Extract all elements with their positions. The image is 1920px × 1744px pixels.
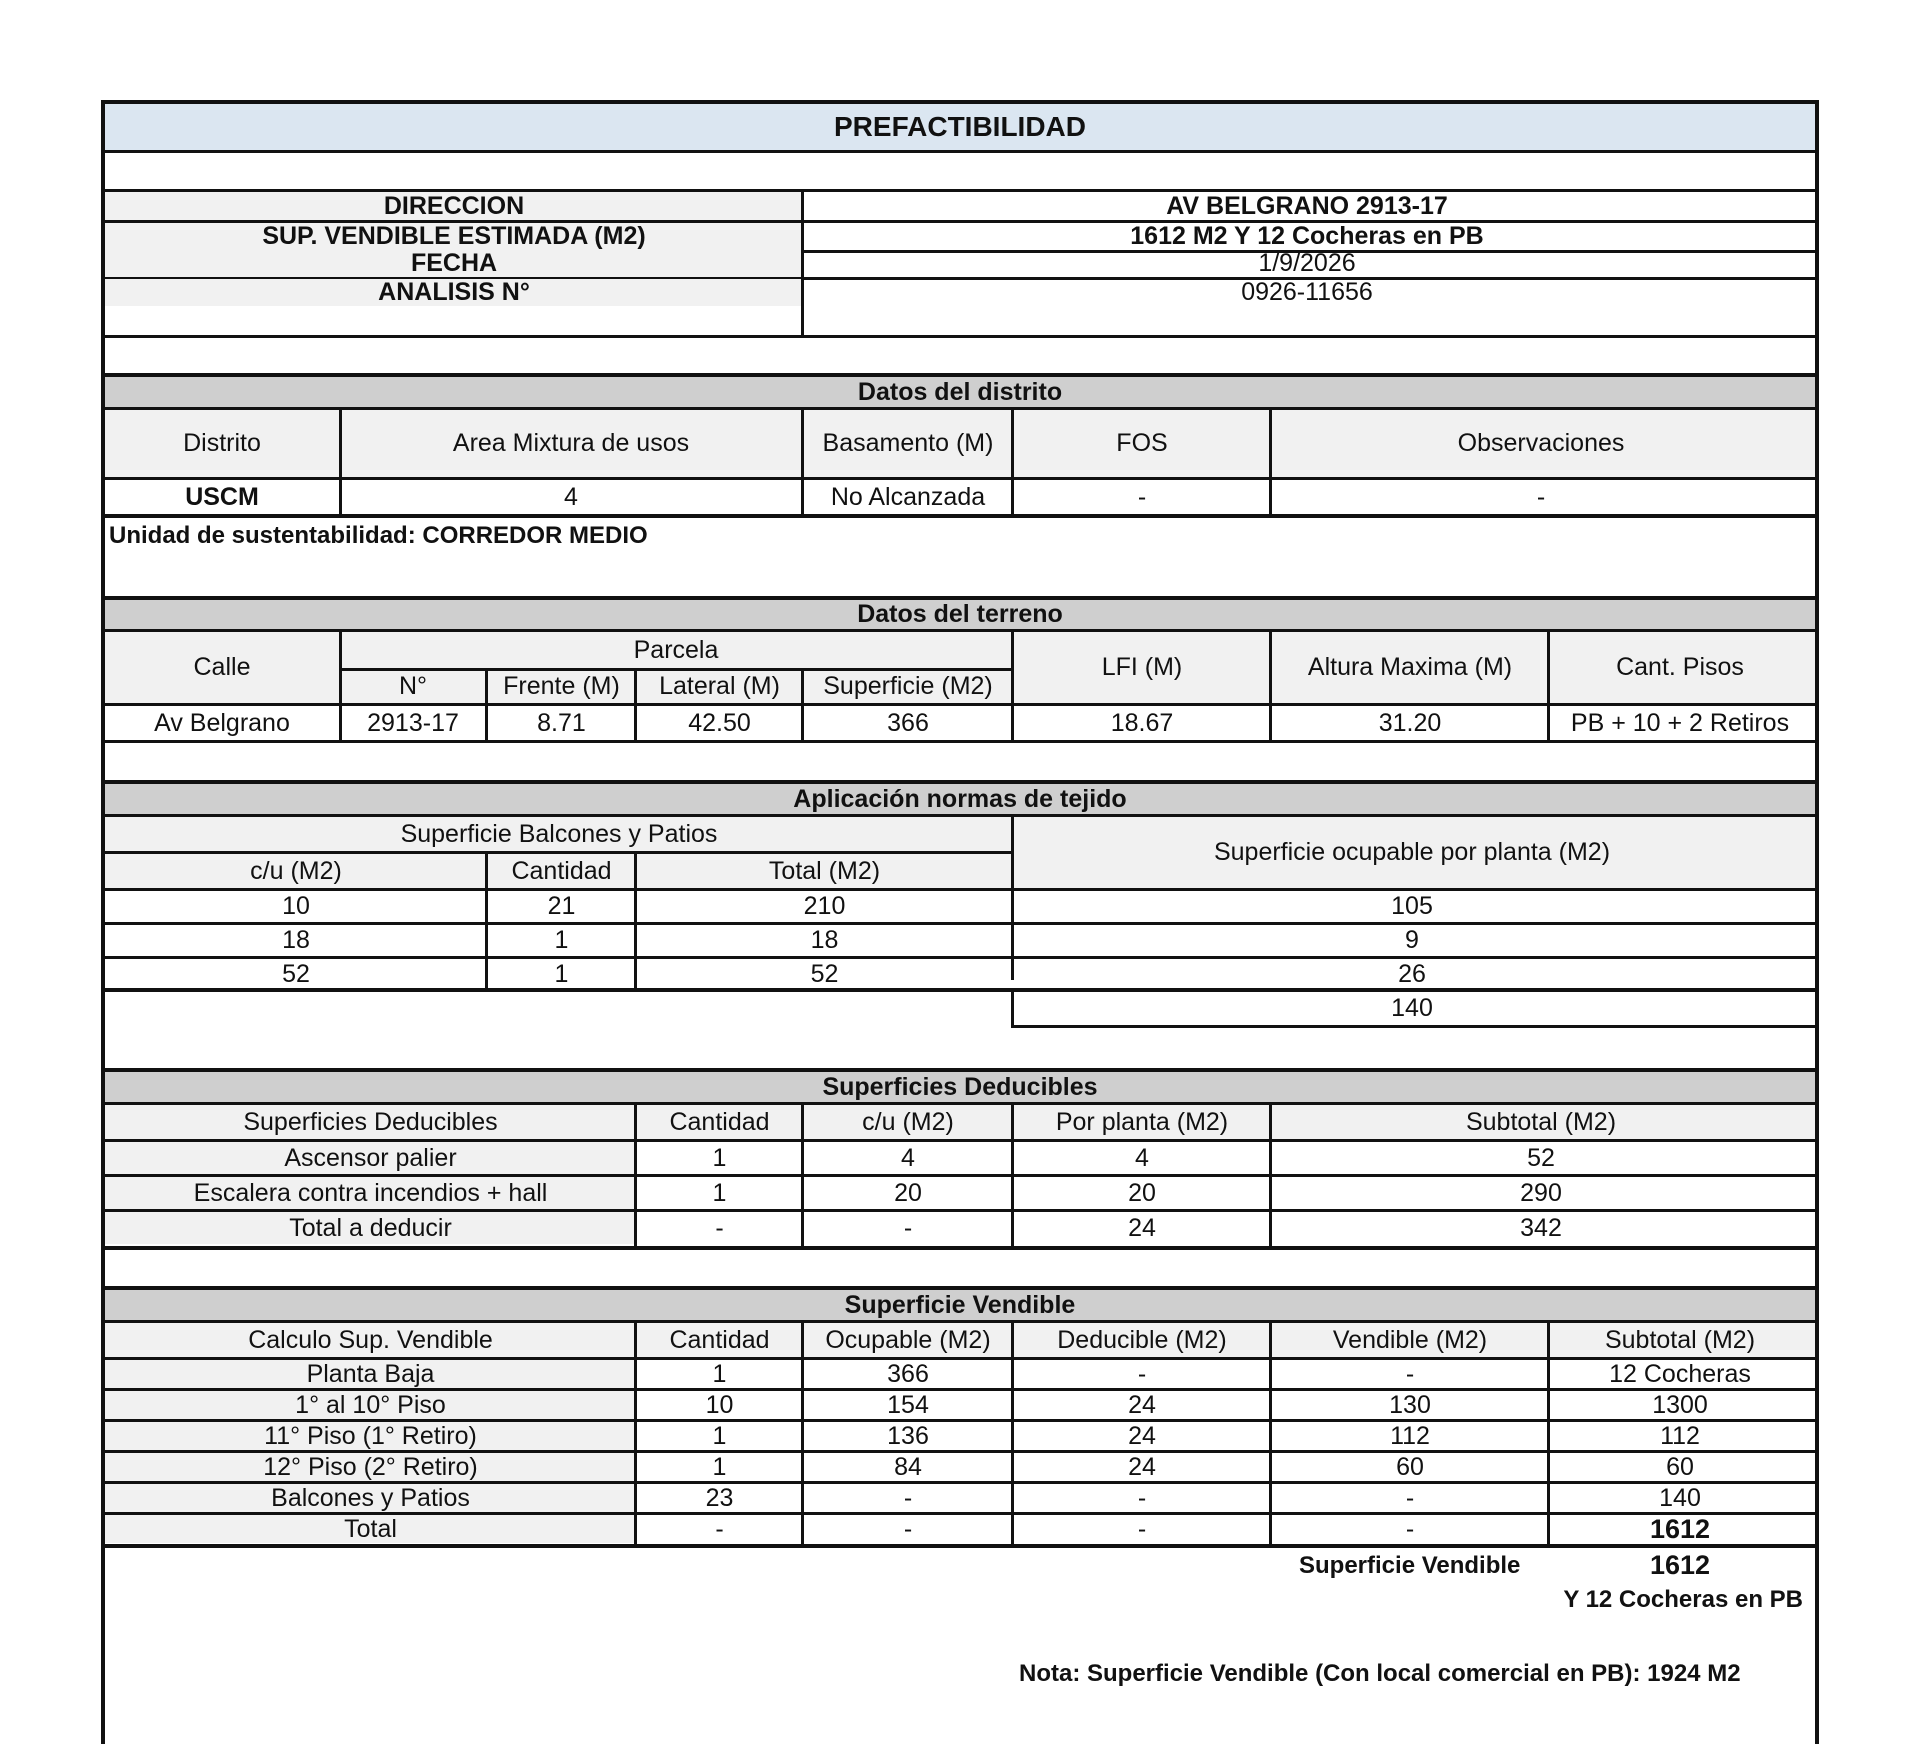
header-info-row bbox=[105, 250, 1815, 277]
vendible-cell: - bbox=[1405, 1514, 1415, 1543]
pisos-header: Cant. Pisos bbox=[1616, 653, 1744, 681]
cu-value: 52 bbox=[282, 959, 310, 988]
deducibles-cell: - bbox=[903, 1213, 913, 1242]
ocupable-header: Superficie ocupable por planta (M2) bbox=[1213, 838, 1611, 866]
vendible-cell: - bbox=[715, 1514, 724, 1543]
vendible-cell: 140 bbox=[1659, 1483, 1701, 1512]
basamento-header: Basamento (M) bbox=[822, 429, 994, 457]
vendible-row bbox=[105, 1453, 1815, 1481]
balcones-header: Superficie Balcones y Patios bbox=[400, 820, 718, 848]
header-info-row bbox=[105, 279, 1815, 306]
summary-label: Superficie Vendible bbox=[1299, 1552, 1521, 1579]
vendible-cell: 130 bbox=[1389, 1390, 1431, 1419]
deducibles-row bbox=[105, 1212, 1815, 1244]
deducibles-cell: 4 bbox=[901, 1143, 915, 1172]
vendible-row bbox=[105, 1360, 1815, 1388]
page-title: PREFACTIBILIDAD bbox=[834, 111, 1086, 142]
fos-value: - bbox=[1137, 482, 1147, 511]
tejido-section-header: Aplicación normas de tejido bbox=[105, 784, 1815, 814]
vendible-cell: 1° al 10° Piso bbox=[105, 1391, 636, 1419]
vendible-cell: 1 bbox=[712, 1421, 727, 1450]
header-info-row bbox=[105, 223, 1815, 250]
header-label: ANALISIS N° bbox=[105, 279, 803, 306]
vendible-cell: - bbox=[1405, 1483, 1415, 1512]
distrito-section-header: Datos del distrito bbox=[105, 377, 1815, 407]
vendible-cell: - bbox=[903, 1483, 913, 1512]
vendible-cell: 24 bbox=[1128, 1390, 1156, 1419]
vendible-cell: 1 bbox=[712, 1359, 727, 1388]
ocupable-value: 9 bbox=[1405, 925, 1419, 954]
vendible-header-row: Calculo Sup. Vendible Cantidad Ocupable (M2) Deducible (M2) Vendible (M2) Subtotal (M2) bbox=[105, 1323, 1815, 1357]
observaciones-header: Observaciones bbox=[1457, 429, 1625, 457]
deducibles-cell: 4 bbox=[1135, 1143, 1149, 1172]
deducibles-cell: 20 bbox=[894, 1178, 922, 1207]
deducibles-cell: - bbox=[715, 1213, 724, 1242]
cu-value: 10 bbox=[282, 891, 310, 920]
footnote: Nota: Superficie Vendible (Con local comercial en PB): 1924 M2 bbox=[1019, 1660, 1741, 1687]
total-value: 210 bbox=[803, 891, 846, 920]
header-value: 0926-11656 bbox=[1241, 278, 1373, 306]
vendible-cell: 24 bbox=[1128, 1421, 1156, 1450]
total-header: Total (M2) bbox=[768, 856, 881, 885]
tejido-row bbox=[105, 925, 1815, 955]
ocupable-total-row bbox=[105, 991, 1815, 1025]
vendible-row bbox=[105, 1391, 1815, 1419]
lfi-header: LFI (M) bbox=[1101, 653, 1183, 681]
header-label: DIRECCION bbox=[105, 192, 803, 220]
deducibles-cell: 342 bbox=[1520, 1213, 1562, 1242]
vendible-cell: - bbox=[1137, 1514, 1147, 1543]
vendible-cell: 1300 bbox=[1652, 1390, 1708, 1419]
vendible-cell: 84 bbox=[894, 1452, 922, 1481]
vendible-cell: 60 bbox=[1666, 1452, 1694, 1481]
vendible-cell: Balcones y Patios bbox=[105, 1484, 636, 1512]
cantidad-header: Cantidad bbox=[511, 856, 612, 885]
deducibles-cell: Ascensor palier bbox=[105, 1142, 636, 1174]
prefactibilidad-sheet bbox=[101, 100, 1819, 1744]
vendible-cell: 23 bbox=[705, 1483, 734, 1512]
tejido-row bbox=[105, 959, 1815, 989]
terreno-section-header: Datos del terreno bbox=[105, 600, 1815, 629]
calle-header: Calle bbox=[193, 653, 251, 681]
vendible-cell: 154 bbox=[887, 1390, 929, 1419]
distrito-header-row bbox=[105, 410, 1815, 477]
header-value: 1612 M2 Y 12 Cocheras en PB bbox=[1130, 222, 1484, 250]
vendible-cell: 366 bbox=[887, 1359, 929, 1388]
deducibles-section-header: Superficies Deducibles bbox=[105, 1072, 1815, 1102]
distrito-values-row bbox=[105, 480, 1815, 514]
total-value: 52 bbox=[810, 959, 839, 988]
vendible-cell: - bbox=[1405, 1359, 1415, 1388]
vendible-row bbox=[105, 1422, 1815, 1450]
cu-value: 18 bbox=[282, 925, 310, 954]
summary-value: 1612 bbox=[1649, 1550, 1711, 1580]
vendible-row bbox=[105, 1484, 1815, 1512]
observaciones-value: - bbox=[1536, 482, 1546, 511]
fos-header: FOS bbox=[1116, 429, 1168, 457]
distrito-header: Distrito bbox=[183, 429, 261, 457]
cantidad-value: 1 bbox=[554, 925, 569, 954]
cantidad-value: 21 bbox=[547, 891, 576, 920]
header-value: 1/9/2026 bbox=[1258, 249, 1356, 277]
superficie-header: Superficie (M2) bbox=[823, 671, 993, 700]
ocupable-value: 105 bbox=[1391, 891, 1433, 920]
vendible-cell: 12° Piso (2° Retiro) bbox=[105, 1453, 636, 1481]
deducibles-cell: 20 bbox=[1128, 1178, 1156, 1207]
vendible-row bbox=[105, 1515, 1815, 1543]
basamento-value: No Alcanzada bbox=[830, 482, 986, 511]
deducibles-cell: 1 bbox=[712, 1178, 727, 1207]
vendible-cell: 1 bbox=[712, 1452, 727, 1481]
header-label: SUP. VENDIBLE ESTIMADA (M2) bbox=[105, 223, 803, 250]
vendible-cell: 24 bbox=[1128, 1452, 1156, 1481]
vendible-cell: - bbox=[1137, 1483, 1147, 1512]
deducibles-cell: 1 bbox=[712, 1143, 727, 1172]
terreno-values-row: Av Belgrano 2913-17 8.71 42.50 366 18.67 31.20 PB + 10 + 2 Retiros bbox=[154, 708, 1790, 737]
deducibles-cell: 52 bbox=[1527, 1143, 1555, 1172]
ocupable-value: 26 bbox=[1398, 959, 1426, 988]
header-info-row bbox=[105, 192, 1815, 220]
total-value: 18 bbox=[810, 925, 839, 954]
vendible-cell: 10 bbox=[705, 1390, 734, 1419]
vendible-cell: Total bbox=[105, 1515, 636, 1543]
deducibles-cell: 24 bbox=[1128, 1213, 1156, 1242]
deducibles-cell: Total a deducir bbox=[105, 1212, 636, 1244]
mixtura-header: Area Mixtura de usos bbox=[452, 429, 690, 457]
vendible-cell: Planta Baja bbox=[105, 1360, 636, 1388]
vendible-cell: 112 bbox=[1660, 1421, 1700, 1450]
header-label: FECHA bbox=[105, 250, 803, 277]
altura-header: Altura Maxima (M) bbox=[1307, 653, 1513, 681]
tejido-row bbox=[105, 891, 1815, 921]
deducibles-cell: Escalera contra incendios + hall bbox=[105, 1177, 636, 1209]
parcela-header: Parcela bbox=[633, 636, 719, 664]
numero-header: N° bbox=[398, 671, 428, 700]
cantidad-value: 1 bbox=[554, 959, 569, 988]
vendible-cell: 60 bbox=[1396, 1452, 1424, 1481]
ocupable-total: 140 bbox=[1391, 993, 1433, 1022]
vendible-cell: - bbox=[903, 1514, 913, 1543]
vendible-cell: 12 Cocheras bbox=[1609, 1359, 1751, 1388]
vendible-section-header: Superficie Vendible bbox=[105, 1290, 1815, 1320]
vendible-cell: 136 bbox=[887, 1421, 929, 1450]
cu-header: c/u (M2) bbox=[250, 856, 342, 885]
header-value: AV BELGRANO 2913-17 bbox=[1166, 191, 1448, 220]
deducibles-row bbox=[105, 1142, 1815, 1174]
lateral-header: Lateral (M) bbox=[659, 671, 780, 700]
title-row bbox=[105, 104, 1815, 150]
cocheras-note: Y 12 Cocheras en PB bbox=[1563, 1586, 1803, 1613]
mixtura-value: 4 bbox=[564, 482, 578, 511]
vendible-cell: 11° Piso (1° Retiro) bbox=[105, 1422, 636, 1450]
vendible-cell: - bbox=[1137, 1359, 1147, 1388]
vendible-cell: 112 bbox=[1390, 1421, 1430, 1450]
deducibles-cell: 290 bbox=[1520, 1178, 1562, 1207]
deducibles-header-row: Superficies Deducibles Cantidad c/u (M2) Por planta (M2) Subtotal (M2) bbox=[105, 1105, 1815, 1139]
vendible-cell: 1612 bbox=[1649, 1513, 1711, 1544]
distrito-value: USCM bbox=[185, 482, 259, 511]
deducibles-row bbox=[105, 1177, 1815, 1209]
sustentabilidad-note: Unidad de sustentabilidad: CORREDOR MEDIO bbox=[109, 522, 648, 549]
frente-header: Frente (M) bbox=[503, 671, 620, 700]
